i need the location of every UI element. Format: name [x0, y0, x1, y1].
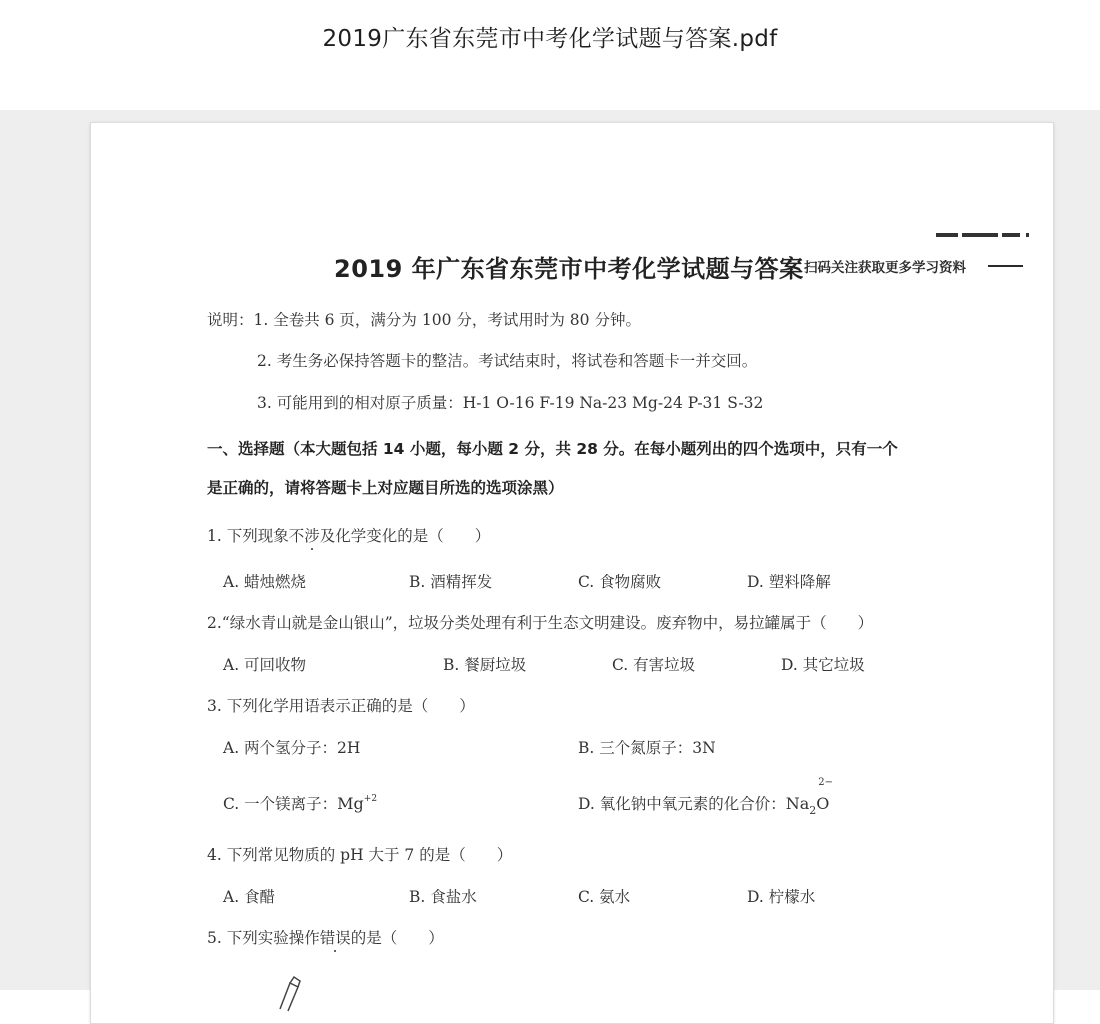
pdf-viewer[interactable] [0, 110, 1100, 990]
scan-note: 扫码关注获取更多学习资料 [804, 260, 966, 276]
q3-option-a: A. 两个氢分子：2H [223, 739, 361, 757]
question-1-post: 化学变化的是（ ） [335, 527, 491, 545]
question-4: 4. 下列常见物质的 pH 大于 7 的是（ ） [207, 846, 513, 864]
q3-option-c-text: C. 一个镁离子： [223, 795, 338, 813]
q2-option-d: D. 其它垃圾 [781, 656, 865, 674]
question-5-post: 的是（ ） [350, 929, 444, 947]
q1-option-d: D. 塑料降解 [747, 573, 831, 591]
scan-note-rule [988, 265, 1023, 267]
q3-option-d-text: D. 氧化钠中氧元素的化合价： [578, 795, 786, 813]
mg-ion-formula [337, 794, 377, 813]
q3-option-d [578, 777, 834, 817]
na-subscript: 2 [809, 804, 817, 817]
document-title: 2019 年广东省东莞市中考化学试题与答案 [334, 255, 804, 283]
q3-option-b: B. 三个氮原子：3N [578, 739, 716, 757]
mg-symbol: Mg [337, 794, 364, 813]
question-1-emphasis: 不涉及 [288, 527, 336, 545]
na-symbol: Na [785, 794, 810, 813]
q3-option-c [223, 792, 377, 814]
section-heading-line-1: 一、选择题（本大题包括 14 小题，每小题 2 分，共 28 分。在每小题列出的四个选项中，只有一个 [207, 440, 898, 458]
scan-artifact [936, 233, 1031, 239]
note-line-1: 说明：1. 全卷共 6 页，满分为 100 分，考试用时为 80 分钟。 [207, 311, 641, 329]
question-2: 2.“绿水青山就是金山银山”，垃圾分类处理有利于生态文明建设。废弃物中，易拉罐属于（ ） [207, 614, 874, 632]
question-3: 3. 下列化学用语表示正确的是（ ） [207, 697, 475, 715]
q2-option-b: B. 餐厨垃圾 [443, 656, 527, 674]
q2-option-a: A. 可回收物 [223, 656, 307, 674]
question-5-emphasis: 错误 [319, 929, 351, 947]
q4-option-a: A. 食醋 [223, 888, 276, 906]
o-symbol: O [816, 794, 830, 813]
question-5-pre: 5. 下列实验操作 [207, 929, 320, 947]
q1-option-b: B. 酒精挥发 [409, 573, 493, 591]
q2-option-c: C. 有害垃圾 [612, 656, 696, 674]
q4-option-d: D. 柠檬水 [747, 888, 816, 906]
section-heading-line-2: 是正确的，请将答题卡上对应题目所选的选项涂黑） [207, 479, 564, 497]
pdf-page [90, 122, 1054, 1024]
oxygen-with-valence [816, 777, 834, 813]
na2o-formula [785, 777, 834, 817]
question-1 [207, 524, 490, 546]
q1-option-a: A. 蜡烛燃烧 [223, 573, 307, 591]
question-1-pre: 1. 下列现象 [207, 527, 289, 545]
lab-apparatus-sketch [276, 973, 306, 1013]
question-5 [207, 926, 444, 948]
q1-option-c: C. 食物腐败 [578, 573, 662, 591]
q4-option-c: C. 氨水 [578, 888, 631, 906]
file-title: 2019广东省东莞市中考化学试题与答案.pdf [322, 26, 778, 52]
mg-charge: +2 [363, 794, 378, 804]
note-line-2: 2. 考生务必保持答题卡的整洁。考试结束时，将试卷和答题卡一并交回。 [257, 352, 758, 370]
q4-option-b: B. 食盐水 [409, 888, 477, 906]
note-line-3: 3. 可能用到的相对原子质量：H-1 O-16 F-19 Na-23 Mg-24 P-31 S-32 [257, 394, 764, 412]
oxygen-valence: 2− [818, 777, 834, 788]
title-bar [0, 0, 1100, 110]
